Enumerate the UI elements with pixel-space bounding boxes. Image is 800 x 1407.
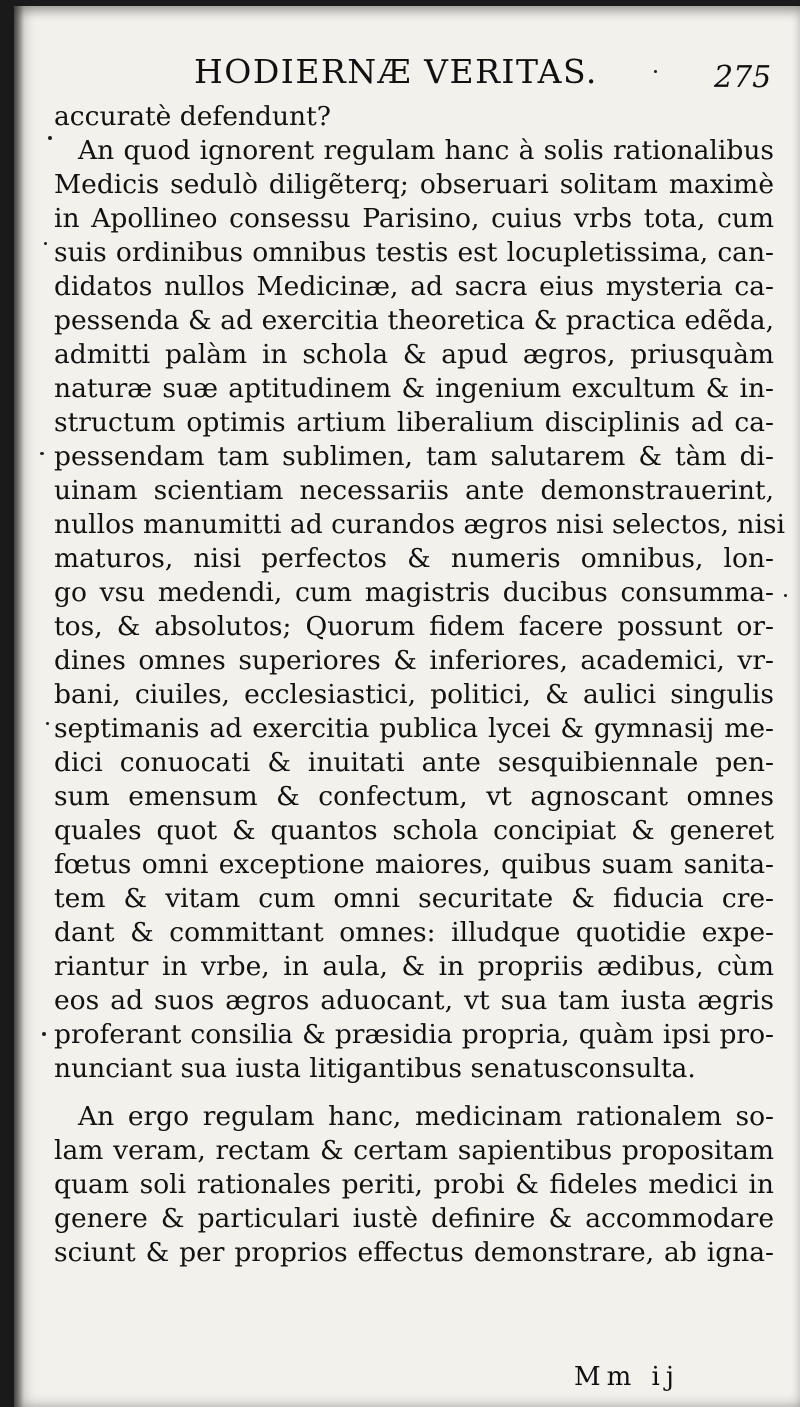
text-line: didatos nullos Medicinæ, ad sacra eius mysteria ca-: [54, 271, 774, 302]
text-line: dici conuocati & inuitati ante sesquibiennale pen-: [54, 747, 774, 778]
page-number: 275: [714, 60, 772, 95]
text-line: sum emensum & confectum, vt agnoscant omnes: [54, 781, 774, 812]
text-line: quales quot & quantos schola concipiat & generet: [54, 815, 774, 846]
text-line: tos, & absolutos; Quorum fidem facere possunt or-: [54, 611, 774, 642]
text-line: pessendam tam sublimen, tam salutarem & tàm di-: [54, 441, 774, 472]
text-line: structum optimis artium liberalium disciplinis ad ca-: [54, 407, 774, 438]
text-line: An quod ignorent regulam hanc à solis rationalibus: [78, 135, 774, 166]
text-line: bani, ciuiles, ecclesiastici, politici, & aulici singulis: [54, 679, 774, 710]
text-line: pessenda & ad exercitia theoretica & practica edẽda,: [54, 305, 774, 336]
text-line: suis ordinibus omnibus testis est locupletissima, can-: [54, 237, 774, 268]
text-line: dines omnes superiores & inferiores, academici, vr-: [54, 645, 774, 676]
text-line: septimanis ad exercitia publica lycei & gymnasij me-: [54, 713, 774, 744]
running-head: [14, 52, 800, 102]
text-line: nullos manumitti ad curandos ægros nisi selectos, nisi: [54, 509, 786, 540]
book-page: [14, 6, 800, 1407]
text-line: genere & particulari iustè definire & accommodare: [54, 1203, 774, 1234]
text-line: nunciant sua iusta litigantibus senatusconsulta.: [54, 1053, 696, 1084]
text-line: maturos, nisi perfectos & numeris omnibus, lon-: [54, 543, 774, 574]
text-line: go vsu medendi, cum magistris ducibus consumma-: [54, 577, 774, 608]
running-title: HODIERNÆ VERITAS.: [194, 52, 598, 91]
body-text: [54, 100, 786, 1270]
text-line: accuratè defendunt?: [54, 101, 331, 132]
text-line: uinam scientiam necessariis ante demonstrauerint,: [54, 475, 774, 506]
text-line: proferant consilia & præsidia propria, quàm ipsi pro-: [54, 1019, 774, 1050]
text-line: lam veram, rectam & certam sapientibus propositam: [54, 1135, 774, 1166]
paragraph-3: [54, 1100, 774, 1270]
text-line: quam soli rationales periti, probi & fideles medici in: [54, 1169, 774, 1200]
text-line: riantur in vrbe, in aula, & in propriis ædibus, cùm: [54, 951, 774, 982]
text-line: sciunt & per proprios effectus demonstrare, ab igna-: [54, 1237, 774, 1268]
text-line: dant & committant omnes: illudque quotidie expe-: [54, 917, 774, 948]
text-line: tem & vitam cum omni securitate & fiducia cre-: [54, 883, 774, 914]
text-line: An ergo regulam hanc, medicinam rationalem so-: [78, 1101, 774, 1132]
text-line: in Apollineo consessu Parisino, cuius vrbs tota, cum: [54, 203, 774, 234]
paragraph-2: [54, 134, 786, 1086]
text-line: Medicis sedulò diligẽterq; obseruari solitam maximè: [54, 169, 774, 200]
paragraph-spacer: [54, 1086, 774, 1100]
signature-mark: Mm ij: [574, 1362, 680, 1392]
text-line: eos ad suos ægros aduocant, vt sua tam iusta ægris: [54, 985, 774, 1016]
text-line: fœtus omni exceptione maiores, quibus suam sanita-: [54, 849, 774, 880]
paragraph-1: [54, 100, 774, 134]
text-line: admitti palàm in schola & apud ægros, priusquàm: [54, 339, 774, 370]
text-line: naturæ suæ aptitudinem & ingenium excultum & in-: [54, 373, 774, 404]
